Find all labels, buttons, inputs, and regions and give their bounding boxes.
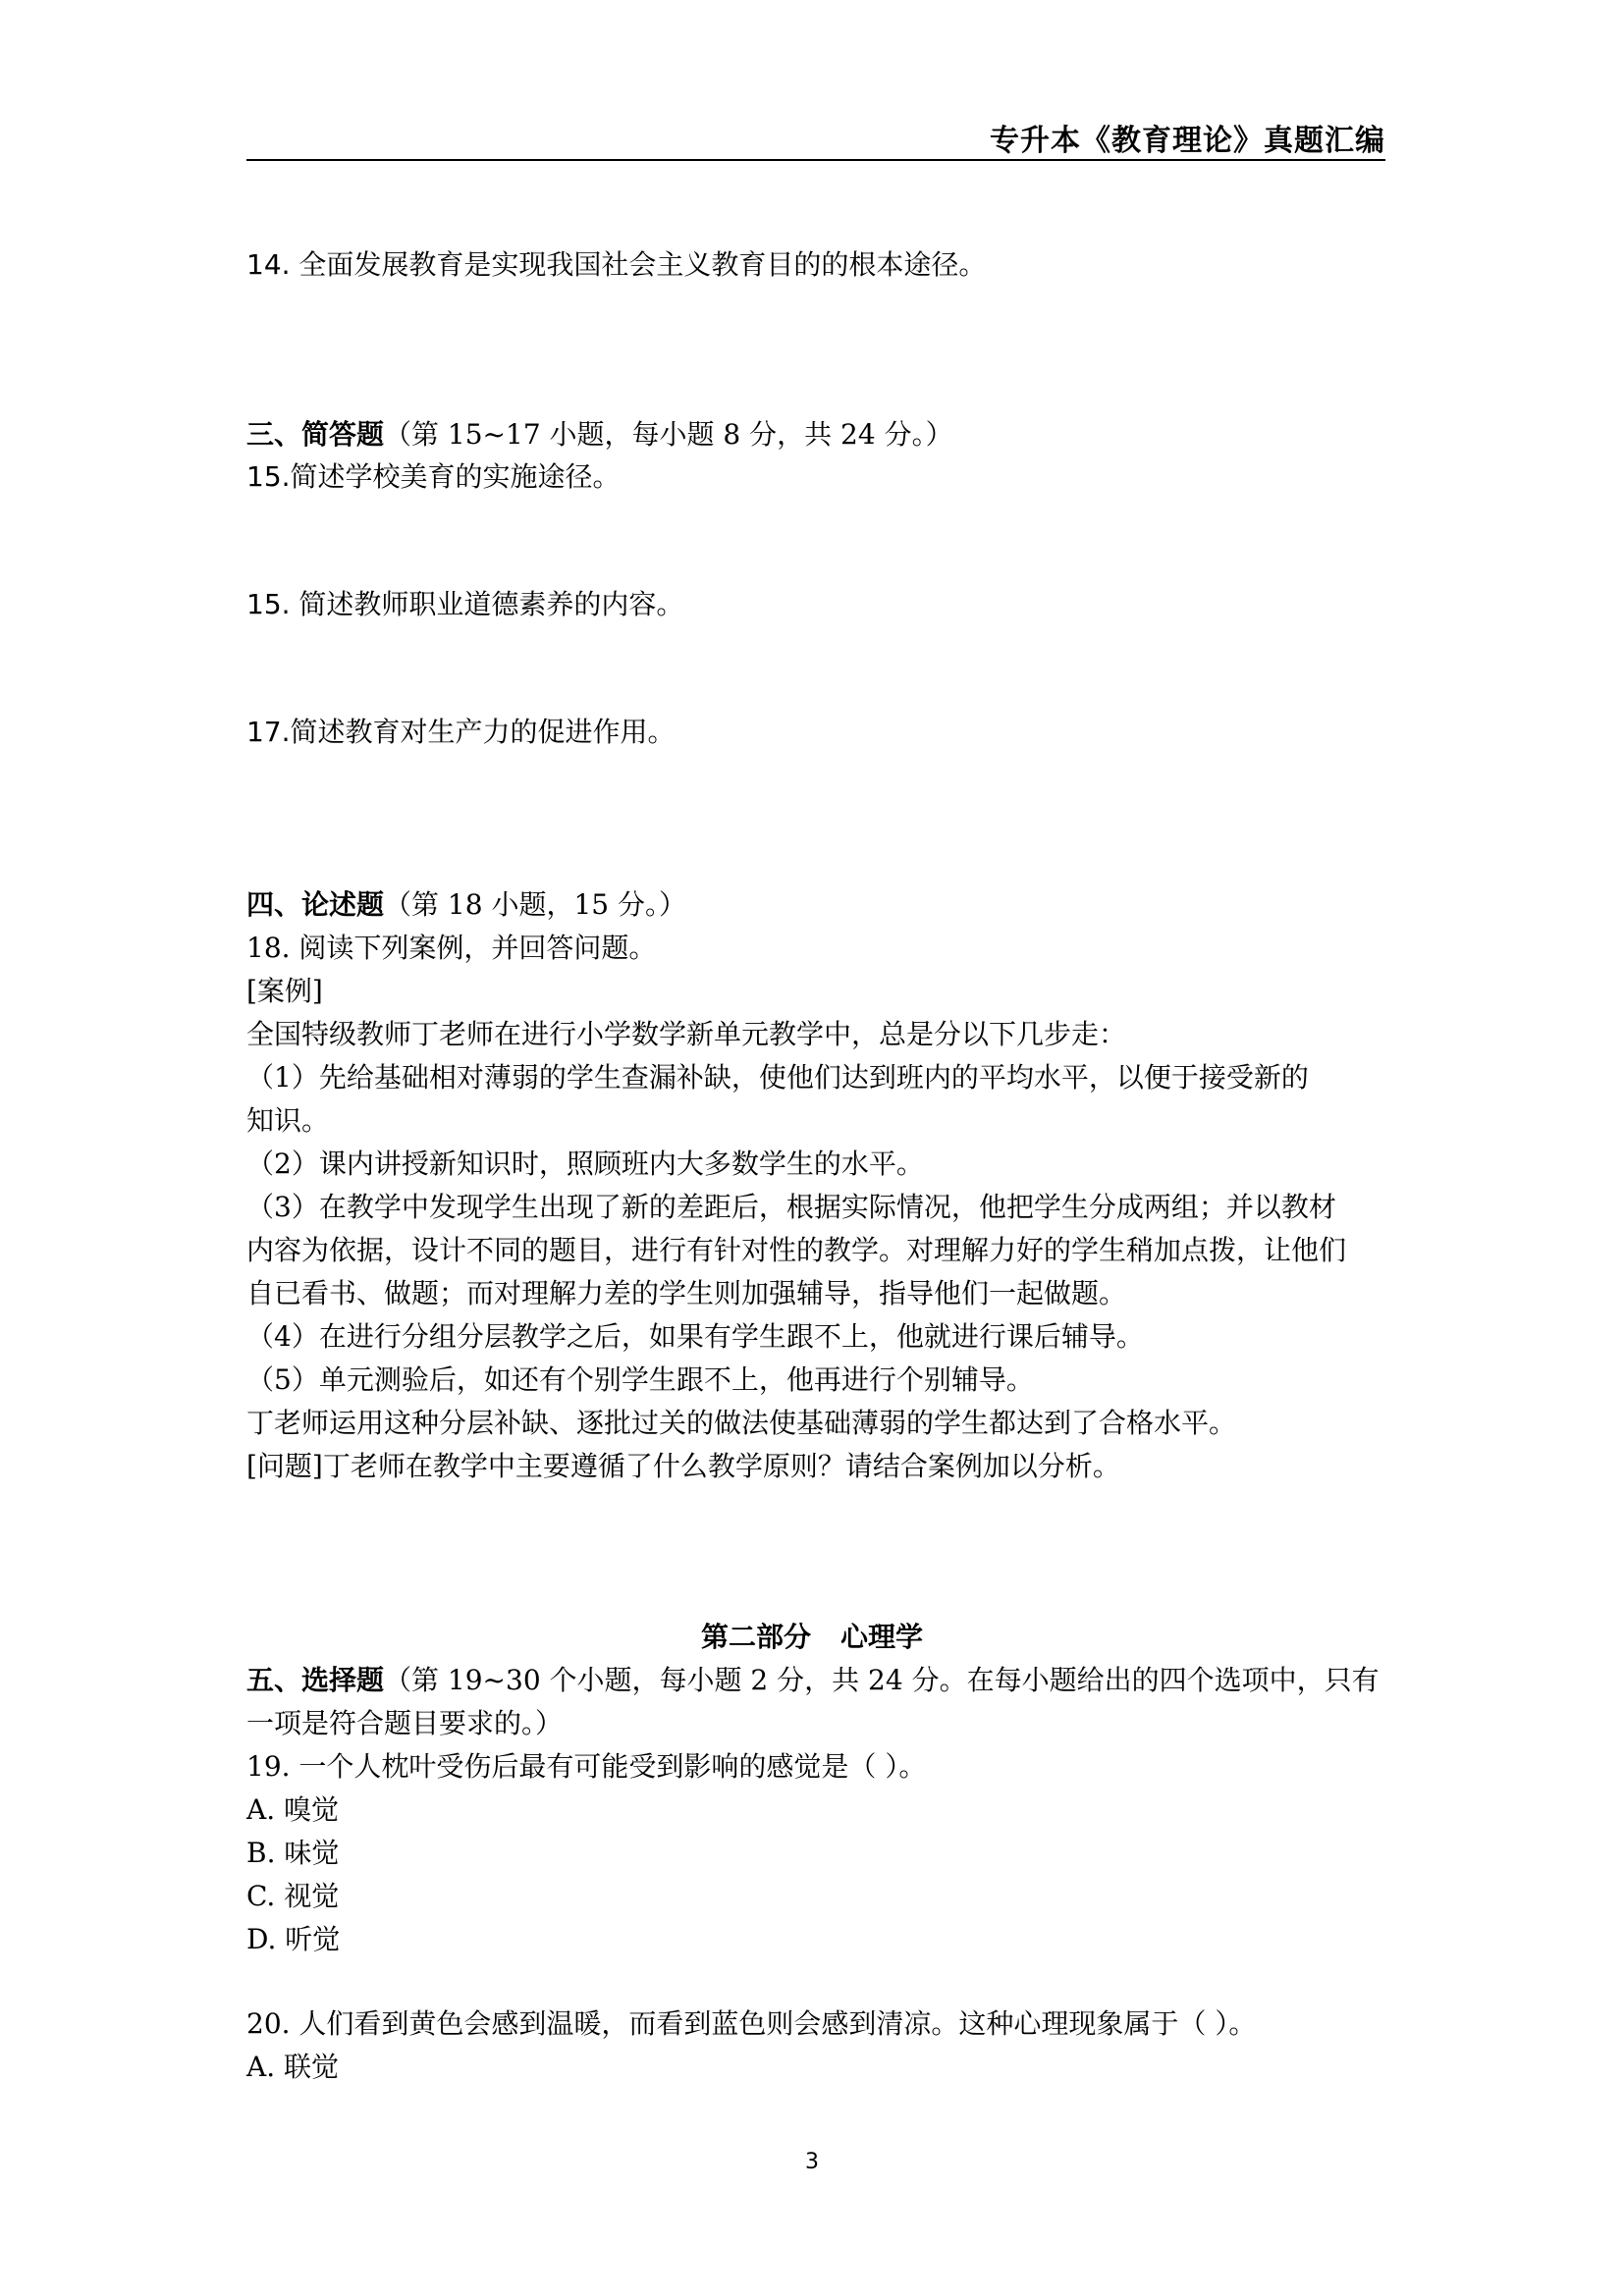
section-5-note: （第 19~30 个小题，每小题 2 分，共 24 分。在每小题给出的四个选项中，只有	[384, 1664, 1380, 1696]
case-line: （1）先给基础相对薄弱的学生查漏补缺，使他们达到班内的平均水平，以便于接受新的	[246, 1061, 1309, 1094]
question-20-stem: 20. 人们看到黄色会感到温暖，而看到蓝色则会感到清凉。这种心理现象属于（ ）。	[246, 2007, 1257, 2040]
section-5-title: 五、选择题	[246, 1664, 385, 1696]
question-19-stem: 19. 一个人枕叶受伤后最有可能受到影响的感觉是（ ）。	[246, 1750, 927, 1783]
running-header-title: 专升本《教育理论》真题汇编	[990, 124, 1385, 158]
part-2-subject: 心理学	[840, 1621, 924, 1653]
case-line: （5）单元测验后，如还有个别学生跟不上，他再进行个别辅导。	[246, 1363, 1034, 1396]
case-label: [案例]	[246, 975, 323, 1007]
section-4-note: （第 18 小题，15 分。）	[384, 888, 686, 921]
part-2-label: 第二部分	[700, 1621, 811, 1653]
question-19-option-d: D. 听觉	[246, 1923, 341, 1955]
question-15b: 15. 简述教师职业道德素养的内容。	[246, 588, 684, 620]
section-3-title: 三、简答题	[246, 418, 385, 451]
case-line: 内容为依据，设计不同的题目，进行有针对性的教学。对理解力好的学生稍加点拨，让他们	[246, 1234, 1347, 1266]
section-5-heading	[246, 1663, 1380, 1698]
question-18-problem: [问题]丁老师在教学中主要遵循了什么教学原则？请结合案例加以分析。	[246, 1450, 1120, 1482]
case-line: 自已看书、做题；而对理解力差的学生则加强辅导，指导他们一起做题。	[246, 1277, 1127, 1309]
question-18-prompt: 18. 阅读下列案例，并回答问题。	[246, 932, 657, 964]
case-line: （4）在进行分组分层教学之后，如果有学生跟不上，他就进行课后辅导。	[246, 1320, 1144, 1353]
case-line: 全国特级教师丁老师在进行小学数学新单元教学中，总是分以下几步走：	[246, 1018, 1127, 1050]
question-19-option-c: C. 视觉	[246, 1880, 340, 1912]
question-14: 14. 全面发展教育是实现我国社会主义教育目的的根本途径。	[246, 248, 987, 281]
case-line: （2）课内讲授新知识时，照顾班内大多数学生的水平。	[246, 1148, 924, 1180]
case-line: 知识。	[246, 1104, 330, 1137]
question-15a: 15.简述学校美育的实施途径。	[246, 460, 621, 493]
question-17: 17.简述教育对生产力的促进作用。	[246, 716, 676, 748]
case-line: 丁老师运用这种分层补缺、逐批过关的做法使基础薄弱的学生都达到了合格水平。	[246, 1407, 1237, 1439]
section-3-note: （第 15~17 小题，每小题 8 分，共 24 分。）	[384, 418, 953, 451]
section-4-heading	[246, 887, 686, 923]
part-2-heading	[0, 1620, 1624, 1655]
page-number: 3	[805, 2150, 819, 2174]
section-3-heading	[246, 417, 953, 453]
section-4-title: 四、论述题	[246, 888, 385, 921]
question-19-option-a: A. 嗅觉	[246, 1793, 340, 1826]
question-19-option-b: B. 味觉	[246, 1837, 340, 1869]
case-line: （3）在教学中发现学生出现了新的差距后，根据实际情况，他把学生分成两组；并以教材	[246, 1191, 1336, 1223]
header-rule	[246, 159, 1385, 161]
section-5-note-continued: 一项是符合题目要求的。）	[246, 1707, 564, 1739]
question-20-option-a: A. 联觉	[246, 2051, 340, 2083]
